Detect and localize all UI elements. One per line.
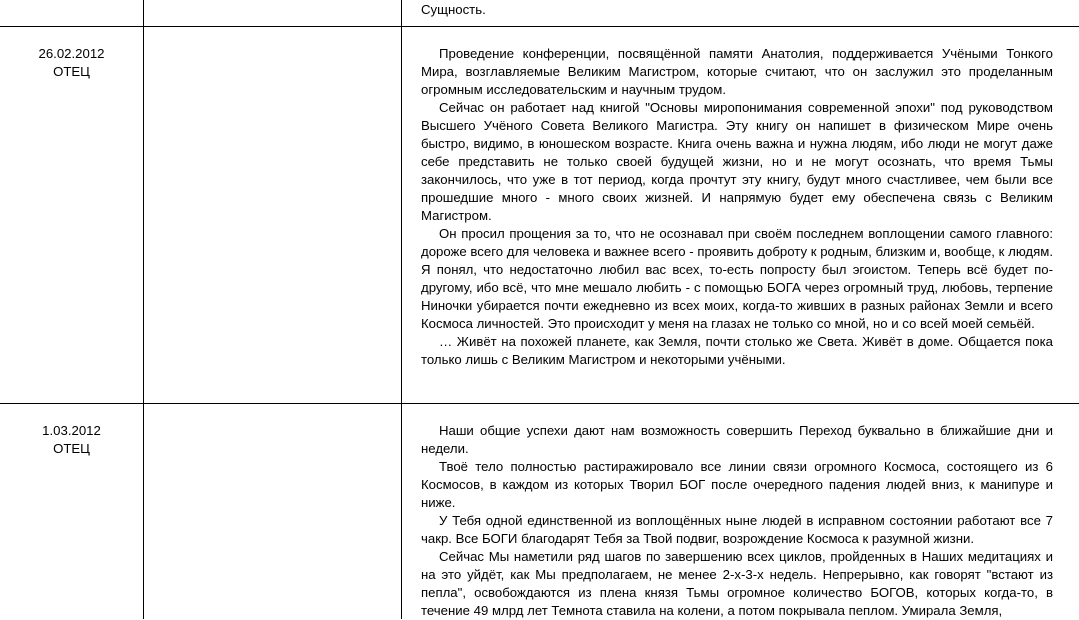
entry-author: ОТЕЦ (53, 64, 90, 79)
entry-1-date-cell (0, 45, 143, 81)
column-divider (143, 0, 144, 619)
entry-date: 1.03.2012 (42, 423, 101, 438)
entry-paragraph: Сейчас Мы наметили ряд шагов по завершению всех циклов, пройденных в Наших медитациях и на это уйдёт, как Мы предполагаем, не менее 2-х-3-х недель. Непрерывно, как говорят "встают из пепла", освобождаются из плена князя Тьмы огромное количество БОГОВ, которых когда-то, в течение 49 млрд лет Темнота ставила на колени, а потом покрывала пеплом. Умирала Земля, (421, 549, 1053, 618)
entry-paragraph: … Живёт на похожей планете, как Земля, почти столько же Света. Живёт в доме. Общается пока только лишь с Великим Магистром и некоторыми учёными. (421, 334, 1053, 367)
entry-2-text-cell (421, 422, 1053, 620)
entry-date: 26.02.2012 (38, 46, 105, 61)
top-row-text: Сущность. (421, 2, 486, 17)
entry-2-date-cell (0, 422, 143, 458)
entry-paragraph: Наши общие успехи дают нам возможность совершить Переход буквально в ближайшие дни и недели. (421, 423, 1053, 456)
entry-paragraph: Он просил прощения за то, что не осознавал при своём последнем воплощении самого главного: дороже всего для человека и важнее всего - проявить доброту к родным, близким и, вообще, к людям. Я понял, что недостаточно любил вас всех, то-есть попросту был эгоистом. Теперь всё будет по-другому, ибо всё, что мне мешало любить - с помощью БОГА через огромный труд, любовь, терпение Ниночки убирается почти ежедневно из всех моих, когда-то живших в разных районах Земли и всего Космоса личностей. Это происходит у меня на глазах не только со мной, но и со всей моей семьёй. (421, 226, 1053, 331)
entry-paragraph: Проведение конференции, посвящённой памяти Анатолия, поддерживается Учёными Тонкого Мира, возглавляемые Великим Магистром, которые считают, что он заслужил это проделанным огромным исследовательским и научным трудом. (421, 46, 1053, 97)
entry-paragraph: Твоё тело полностью растиражировало все линии связи огромного Космоса, состоящего из 6 Космосов, в каждом из которых Творил БОГ после очередного падения людей вниз, к манипуре и ниже. (421, 459, 1053, 510)
row-divider (0, 26, 1079, 27)
entry-paragraph: Сейчас он работает над книгой "Основы миропонимания современной эпохи" под руководством Высшего Учёного Совета Великого Магистра. Эту книгу он напишет в физическом Мире очень быстро, видимо, в юношеском возрасте. Книга очень важна и нужна людям, ибо люди не могут даже себе представить не только своей будущей жизни, но и не могут осознать, что время Тьмы закончилось, что уже в тот период, когда прочтут эту книгу, будут много счастливее, чем были все прошедшие много - много своих жизней. И напрямую будет ему обеспечена связь с Великим Магистром. (421, 100, 1053, 223)
entry-1-text-cell (421, 45, 1053, 369)
top-row-text-cell (421, 1, 1053, 19)
entry-paragraph: У Тебя одной единственной из воплощённых ныне людей в исправном состоянии работают все 7 чакр. Все БОГИ благодарят Тебя за Твой подвиг, возрождение Космоса к разумной жизни. (421, 513, 1053, 546)
column-divider (401, 0, 402, 619)
row-divider (0, 403, 1079, 404)
entry-author: ОТЕЦ (53, 441, 90, 456)
